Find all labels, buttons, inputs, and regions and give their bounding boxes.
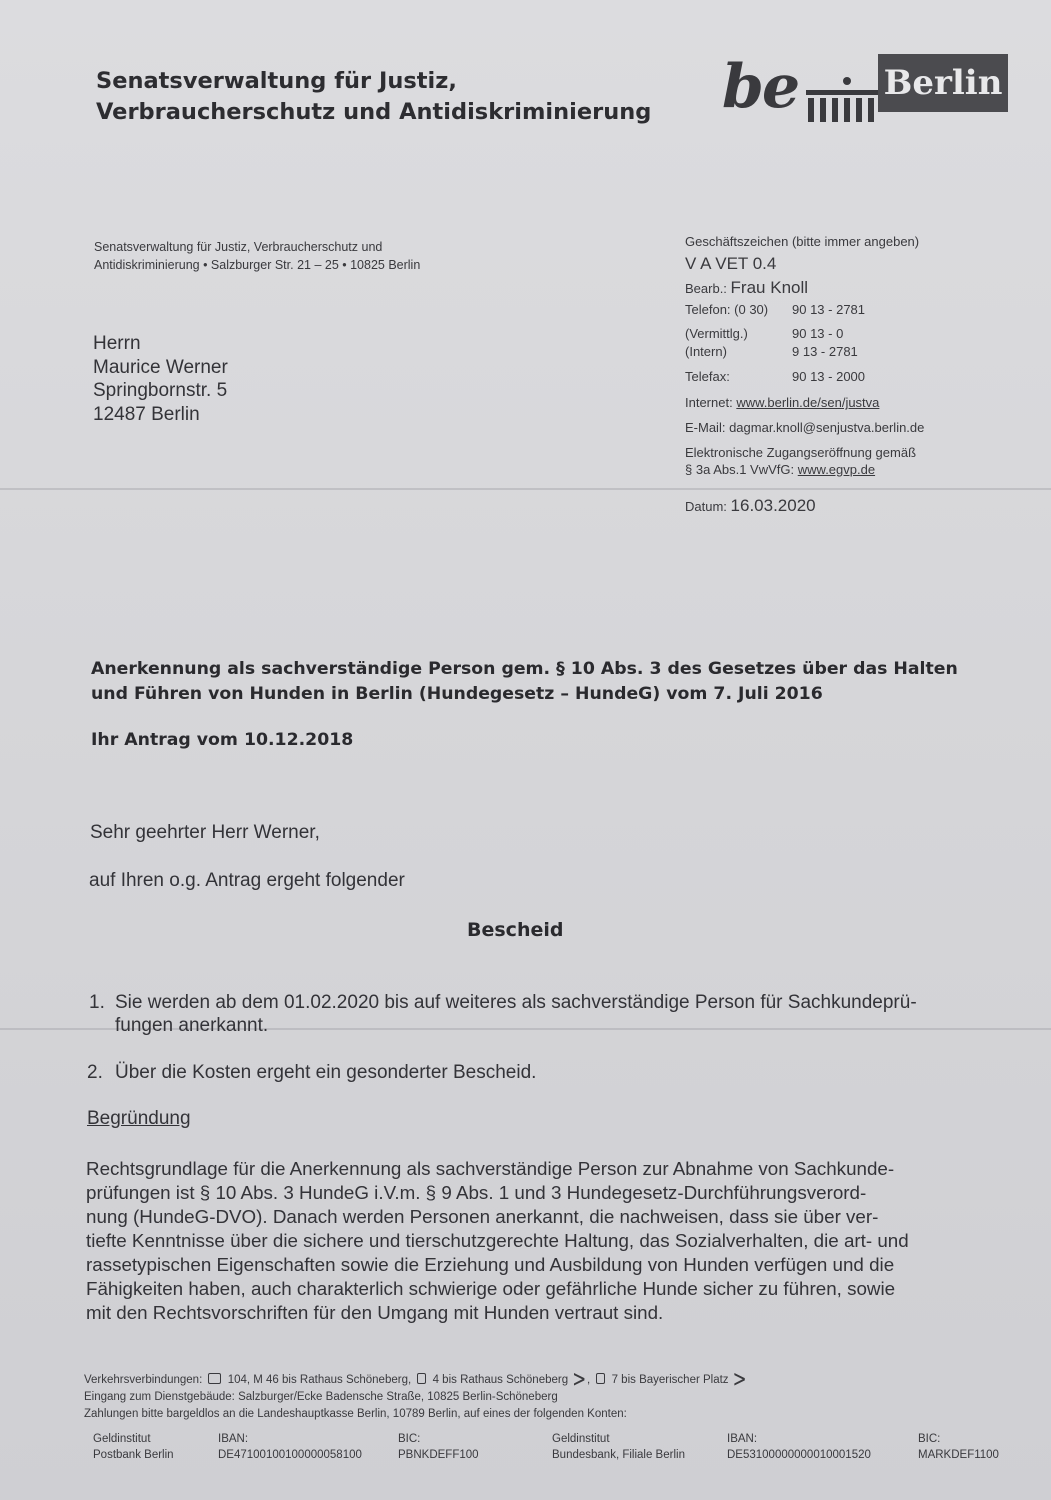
bic2-label: BIC: — [918, 1433, 941, 1445]
agency-name — [96, 66, 651, 128]
internet-label: Internet: — [685, 395, 733, 410]
sender-line2: Antidiskriminierung • Salzburger Str. 21 – 25 • 10825 Berlin — [94, 258, 421, 272]
logo-berlin-box: Berlin — [878, 54, 1008, 112]
bank2-value: Bundesbank, Filiale Berlin — [552, 1448, 685, 1461]
bic1-label: BIC: — [398, 1433, 421, 1445]
recipient-address — [93, 332, 228, 426]
vermittlung-value: 90 13 - 0 — [792, 326, 844, 341]
iban1-value: DE47100100100000058100 — [218, 1448, 362, 1461]
telefon-label: Telefon: (0 30) — [685, 302, 769, 317]
walking-icon: ᐳ — [733, 1372, 746, 1389]
intern-label: (Intern) — [685, 344, 727, 359]
vermittlung-label: (Vermittlg.) — [685, 326, 748, 341]
email-label: E-Mail: — [685, 420, 726, 435]
egvp-link[interactable]: www.egvp.de — [797, 462, 876, 477]
recipient-name: Maurice Werner — [93, 356, 228, 378]
item1-number: 1. — [89, 992, 105, 1013]
recipient-city: 12487 Berlin — [93, 403, 200, 425]
internet-link[interactable]: www.berlin.de/sen/justva — [736, 395, 880, 410]
electronic-access-line2: § 3a Abs.1 VwVfG: — [685, 462, 795, 477]
reason-line: nung (HundeG-DVO). Danach werden Personen anerkannt, die nachweisen, dass sie über ver- — [86, 1206, 879, 1227]
iban1-label: IBAN: — [218, 1433, 249, 1445]
walking-icon: ᐳ — [573, 1372, 585, 1389]
reason-heading: Begründung — [87, 1108, 191, 1129]
item1-line2: fungen anerkannt. — [115, 1015, 269, 1036]
paper-fold-line — [0, 488, 1051, 490]
bus-icon — [208, 1373, 221, 1384]
email-link[interactable]: dagmar.knoll@senjustva.berlin.de — [729, 420, 925, 435]
reason-line: Rechtsgrundlage für die Anerkennung als sachverständige Person zur Abnahme von Sachkunde- — [86, 1158, 895, 1179]
telefax-value: 90 13 - 2000 — [792, 369, 866, 384]
bank1-iban — [218, 1432, 362, 1463]
reason-line: mit den Rechtsvorschriften für den Umgang mit Hunden vertraut sind. — [86, 1302, 664, 1323]
bic2-value: MARKDEF1100 — [918, 1448, 999, 1461]
logo-be-text: be — [722, 52, 799, 122]
letter-footer — [84, 1372, 1024, 1423]
bic1-value: PBNKDEFF100 — [398, 1448, 479, 1461]
intro-text: auf Ihren o.g. Antrag ergeht folgender — [89, 870, 405, 891]
recipient-street: Springbornstr. 5 — [93, 380, 228, 401]
reason-line: rassetypischen Eigenschaften sowie die Erziehung und Ausbildung von Hunden verfügen und die — [86, 1254, 895, 1275]
transport-line: Verkehrsverbindungen: 104, M 46 bis Rathaus Schöneberg, 4 bis Rathaus Schöneberg ᐳ , 7 bis Bayerischer Platz ᐳ — [84, 1372, 746, 1389]
iban2-value: DE53100000000010001520 — [727, 1448, 871, 1461]
iban2-label: IBAN: — [727, 1433, 758, 1445]
item2-number: 2. — [87, 1062, 103, 1083]
entrance-line: Eingang zum Dienstgebäude: Salzburger/Ecke Badensche Straße, 10825 Berlin-Schöneberg — [84, 1391, 558, 1403]
ubahn-line-4: 4 bis Rathaus Schöneberg — [432, 1374, 569, 1386]
telefax-label: Telefax: — [685, 369, 730, 384]
letter-subject — [91, 657, 991, 707]
reason-line: Fähigkeiten haben, auch charakterlich schwierige oder gefährliche Hunde sicher zu führen, sowie — [86, 1278, 896, 1299]
item2-text: Über die Kosten ergeht ein gesonderter Bescheid. — [115, 1062, 537, 1083]
recipient-salutation: Herrn — [93, 333, 141, 354]
bank1-bic — [398, 1432, 479, 1463]
reason-line: prüfungen ist § 10 Abs. 3 HundeG i.V.m. § 9 Abs. 1 und 3 Hundegesetz-Durchführungsverord- — [86, 1182, 867, 1203]
bearb-value: Frau Knoll — [730, 278, 809, 297]
electronic-access-line1: Elektronische Zugangseröffnung gemäß — [685, 445, 917, 460]
item1-line1: Sie werden ab dem 01.02.2020 bis auf weiteres als sachverständige Person für Sachkundeprü- — [115, 992, 917, 1013]
bearb-label: Bearb.: — [685, 281, 727, 296]
sender-line1: Senatsverwaltung für Justiz, Verbraucherschutz und — [94, 240, 383, 254]
ubahn-icon — [596, 1373, 605, 1384]
bus-lines: 104, M 46 bis Rathaus Schöneberg, — [227, 1374, 412, 1386]
datum-label: Datum: — [685, 499, 727, 514]
bank2-label: Geldinstitut — [552, 1433, 610, 1445]
ubahn-line-7: 7 bis Bayerischer Platz — [611, 1374, 729, 1386]
bank1-label: Geldinstitut — [93, 1433, 151, 1445]
reason-paragraph — [86, 1157, 1006, 1325]
brandenburg-gate-icon — [802, 76, 884, 124]
application-reference: Ihr Antrag vom 10.12.2018 — [91, 730, 354, 750]
subject-line1: Anerkennung als sachverständige Person gem. § 10 Abs. 3 des Gesetzes über das Halten — [91, 659, 958, 679]
decision-heading: Bescheid — [467, 919, 564, 941]
reference-label: Geschäftszeichen (bitte immer angeben) — [685, 234, 920, 249]
telefon-value: 90 13 - 2781 — [792, 302, 866, 317]
reference-value: V A VET 0.4 — [685, 254, 777, 273]
datum-value: 16.03.2020 — [730, 496, 816, 515]
greeting: Sehr geehrter Herr Werner, — [90, 822, 320, 843]
reason-line: tiefte Kenntnisse über die sichere und tierschutzgerechte Haltung, das Sozialverhalten, die art- und — [86, 1230, 909, 1251]
decision-item-2 — [87, 1061, 1007, 1085]
agency-name-line2: Verbraucherschutz und Antidiskriminierung — [96, 99, 652, 125]
sender-address — [94, 238, 420, 274]
decision-item-1 — [89, 991, 1009, 1039]
bank1-institute — [93, 1432, 174, 1463]
ubahn-icon — [417, 1373, 426, 1384]
agency-name-line1: Senatsverwaltung für Justiz, — [96, 68, 457, 94]
intern-value: 9 13 - 2781 — [792, 344, 858, 359]
subject-line2: und Führen von Hunden in Berlin (Hundegesetz – HundeG) vom 7. Juli 2016 — [91, 684, 823, 704]
bank1-value: Postbank Berlin — [93, 1448, 174, 1461]
berlin-logo — [722, 52, 1012, 126]
payment-line: Zahlungen bitte bargeldlos an die Landeshauptkasse Berlin, 10789 Berlin, auf eines der folgenden Konten: — [84, 1408, 627, 1420]
bank2-iban — [727, 1432, 871, 1463]
bank2-bic — [918, 1432, 999, 1463]
transport-label: Verkehrsverbindungen: — [84, 1374, 203, 1386]
bank2-institute — [552, 1432, 685, 1463]
